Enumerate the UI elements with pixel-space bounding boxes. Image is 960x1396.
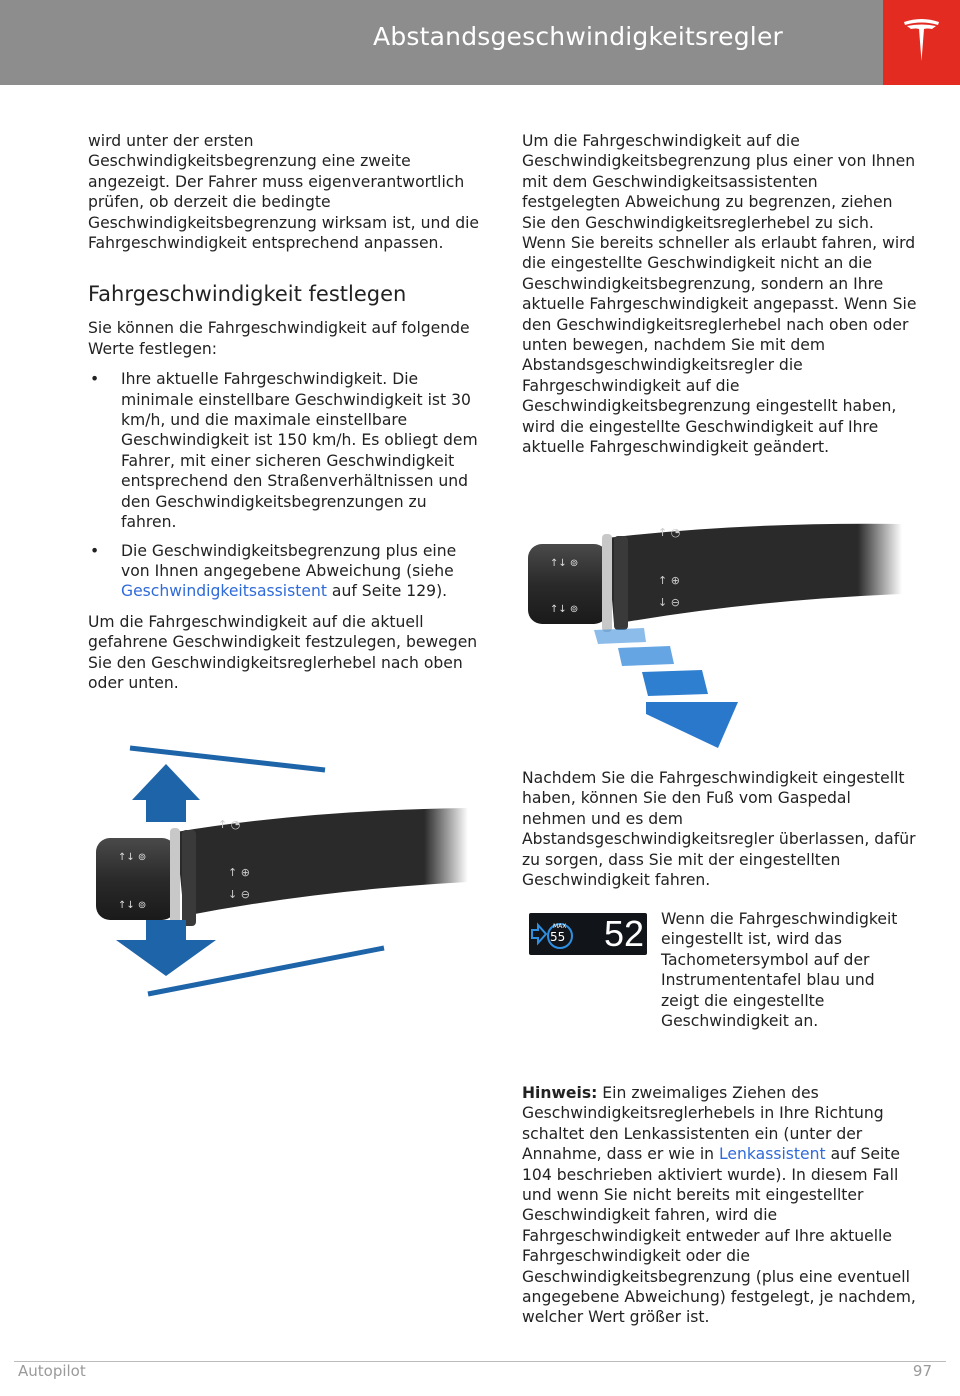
speedometer-display: [529, 913, 647, 955]
tesla-logo-icon: [903, 17, 940, 67]
footer-section: Autopilot: [18, 1362, 86, 1380]
list-item: [88, 541, 483, 602]
list-item: [88, 369, 483, 532]
bullet-dot: •: [90, 370, 100, 389]
note-label: Hinweis:: [522, 1084, 598, 1102]
bullet-dot: •: [90, 541, 100, 560]
lead-paragraph: Sie können die Fahrgeschwindigkeit auf folgende Werte festlegen:: [88, 319, 470, 358]
bullet-text-after: auf Seite 129).: [326, 582, 448, 601]
logo-box: [883, 0, 960, 85]
svg-text:↑↓ ⊚: ↑↓ ⊚: [118, 900, 147, 911]
speedometer-caption: Wenn die Fahrgeschwindigkeit eingestellt ist, wird das Tachometersymbol auf der Instrumententafel blau und zeigt die eingestellte Geschwindigkeit an.: [661, 910, 898, 1031]
intro-paragraph: wird unter der ersten Geschwindigkeitsbegrenzung eine zweite angezeigt. Der Fahrer muss eigenverantwortlich prüfen, ob derzeit die bedingte Geschwindigkeitsbegrenzung wirksam ist, und die Fahrgeschwindigkeit entsprechend anpassen.: [88, 132, 480, 253]
left-column: [88, 131, 483, 703]
svg-text:↑↓ ⊚: ↑↓ ⊚: [550, 558, 579, 569]
svg-text:↑ ◔: ↑ ◔: [218, 818, 241, 831]
svg-text:↑↓ ⊚: ↑↓ ⊚: [550, 604, 579, 615]
right-column-lower: [522, 768, 917, 900]
svg-text:↓ ⊖: ↓ ⊖: [658, 596, 680, 609]
note-text-after: auf Seite 104 beschrieben aktiviert wurde). In diesem Fall und wenn Sie nicht bereits mit eingestellter Geschwindigkeit fahren, wird die Fahrgeschwindigkeit entweder auf Ihre aktuelle Fahrgeschwindigkeit oder die Geschwindigkeitsbegrenzung (plus eine eventuell angegebene Abweichung) festgelegt, je nachdem, welcher Wert größer ist.: [522, 1145, 916, 1327]
right-column: [522, 131, 917, 468]
set-speed-value: 55: [550, 930, 566, 944]
bullet-list: [88, 369, 483, 601]
bullet-text: Ihre aktuelle Fahrgeschwindigkeit. Die minimale einstellbare Geschwindigkeit ist 30 km/h, und die maximale einstellbare Geschwindigkeit ist 150 km/h. Es obliegt dem Fahrer, mit einer sicheren Geschwindigkeit entsprechend den Straßenverhältnissen und den Geschwindigkeitsbegrenzungen zu fahren.: [121, 370, 478, 532]
footer-divider: [14, 1361, 946, 1362]
svg-text:↓ ⊖: ↓ ⊖: [228, 888, 250, 901]
svg-text:↑ ◔: ↑ ◔: [658, 526, 681, 539]
paragraph-speed-limit: Um die Fahrgeschwindigkeit auf die Geschwindigkeitsbegrenzung plus einer von Ihnen mit dem Geschwindigkeitsassistenten festgelegten Abweichung zu begrenzen, ziehen Sie den Geschwindigkeitsreglerhebel zu sich. Wenn Sie bereits schneller als erlaubt fahren, wird die eingestellte Geschwindigkeit nicht an die Geschwindigkeitsbegrenzung, sondern an Ihre aktuelle Fahrgeschwindigkeit angepasst. Wenn Sie den Geschwindigkeitsreglerhebel nach oben oder unten bewegen, nachdem Sie mit dem Abstandsgeschwindigkeitsregler die Fahrgeschwindigkeit auf die Geschwindigkeitsbegrenzung eingestellt haben, wird die eingestellte Geschwindigkeit auf Ihre aktuelle Fahrgeschwindigkeit geändert.: [522, 132, 917, 457]
note-text: Ein zweimaliges Ziehen des Geschwindigkeitsreglerhebels in Ihre Richtung schaltet den Lenkassistenten ein (unter der Annahme, dass er wie in: [522, 1084, 884, 1164]
paragraph-after-set: Nachdem Sie die Fahrgeschwindigkeit eingestellt haben, können Sie den Fuß vom Gaspedal nehmen und es dem Abstandsgeschwindigkeitsregler überlassen, dafür zu sorgen, dass Sie mit der eingestellten Geschwindigkeit fahren.: [522, 769, 916, 890]
section-heading: Fahrgeschwindigkeit festlegen: [88, 282, 407, 307]
link-lenkassistent[interactable]: Lenkassistent: [719, 1145, 826, 1164]
stalk-pull-illustration: [522, 520, 917, 750]
svg-text:↑ ⊕: ↑ ⊕: [228, 866, 250, 879]
closing-paragraph: Um die Fahrgeschwindigkeit auf die aktuell gefahrene Geschwindigkeit festzulegen, bewegen Sie den Geschwindigkeitsreglerhebel nach oben oder unten.: [88, 612, 478, 692]
page-title: Abstandsgeschwindigkeitsregler: [373, 22, 783, 51]
max-label: MAX: [553, 923, 567, 930]
page-number: 97: [912, 1362, 932, 1380]
current-speed-value: 52: [603, 913, 644, 954]
link-geschwindigkeitsassistent[interactable]: Geschwindigkeitsassistent: [121, 582, 327, 601]
bullet-text: Die Geschwindigkeitsbegrenzung plus eine von Ihnen angegebene Abweichung (siehe: [121, 541, 457, 580]
svg-text:↑ ⊕: ↑ ⊕: [658, 574, 680, 587]
header-bar: [0, 0, 883, 85]
note-block: [522, 1083, 917, 1328]
svg-text:↑↓ ⊚: ↑↓ ⊚: [118, 852, 147, 863]
stalk-up-down-illustration: [88, 740, 483, 1002]
set-speed-arrow-icon: [532, 925, 546, 943]
